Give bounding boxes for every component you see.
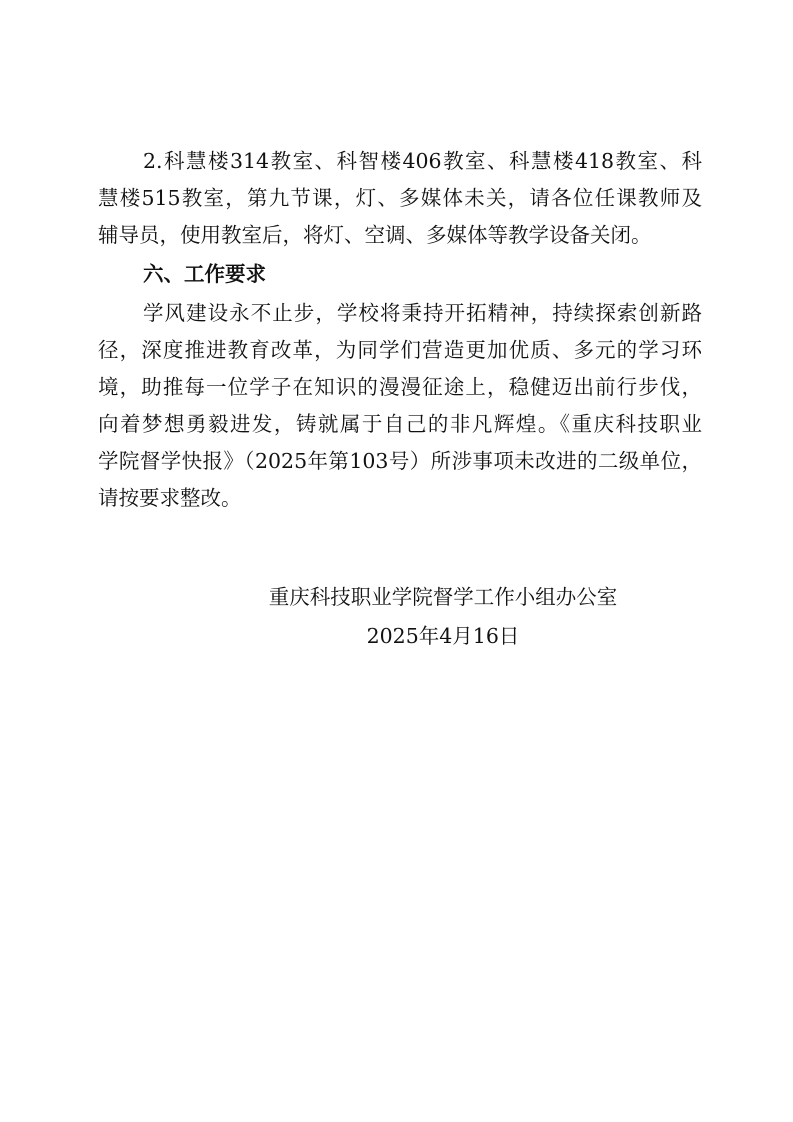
paragraph-line: 学院督学快报》（2025年第103号）所涉事项未改进的二级单位， bbox=[98, 449, 702, 473]
paragraph-line: 向着梦想勇毅进发，铸就属于自己的非凡辉煌。《重庆科技职业 bbox=[98, 412, 702, 436]
paragraph-line: 请按要求整改。 bbox=[98, 486, 242, 510]
paragraph-line: 2.科慧楼314教室、科智楼406教室、科慧楼418教室、科 bbox=[143, 149, 702, 173]
paragraph-line: 慧楼515教室，第九节课，灯、多媒体未关，请各位任课教师及 bbox=[98, 186, 702, 210]
paragraph-line: 径，深度推进教育改革，为同学们营造更加优质、多元的学习环 bbox=[98, 338, 702, 362]
office-name: 重庆科技职业学院督学工作小组办公室 bbox=[268, 585, 618, 609]
signature-date: 2025年4月16日 bbox=[366, 624, 520, 648]
paragraph-line: 辅导员，使用教室后，将灯、空调、多媒体等教学设备关闭。 bbox=[98, 223, 652, 247]
paragraph-line: 境，助推每一位学子在知识的漫漫征途上，稳健迈出前行步伐， bbox=[98, 375, 702, 399]
section-heading: 六、工作要求 bbox=[143, 262, 266, 286]
paragraph-line: 学风建设永不止步，学校将秉持开拓精神，持续探索创新路 bbox=[143, 301, 702, 325]
